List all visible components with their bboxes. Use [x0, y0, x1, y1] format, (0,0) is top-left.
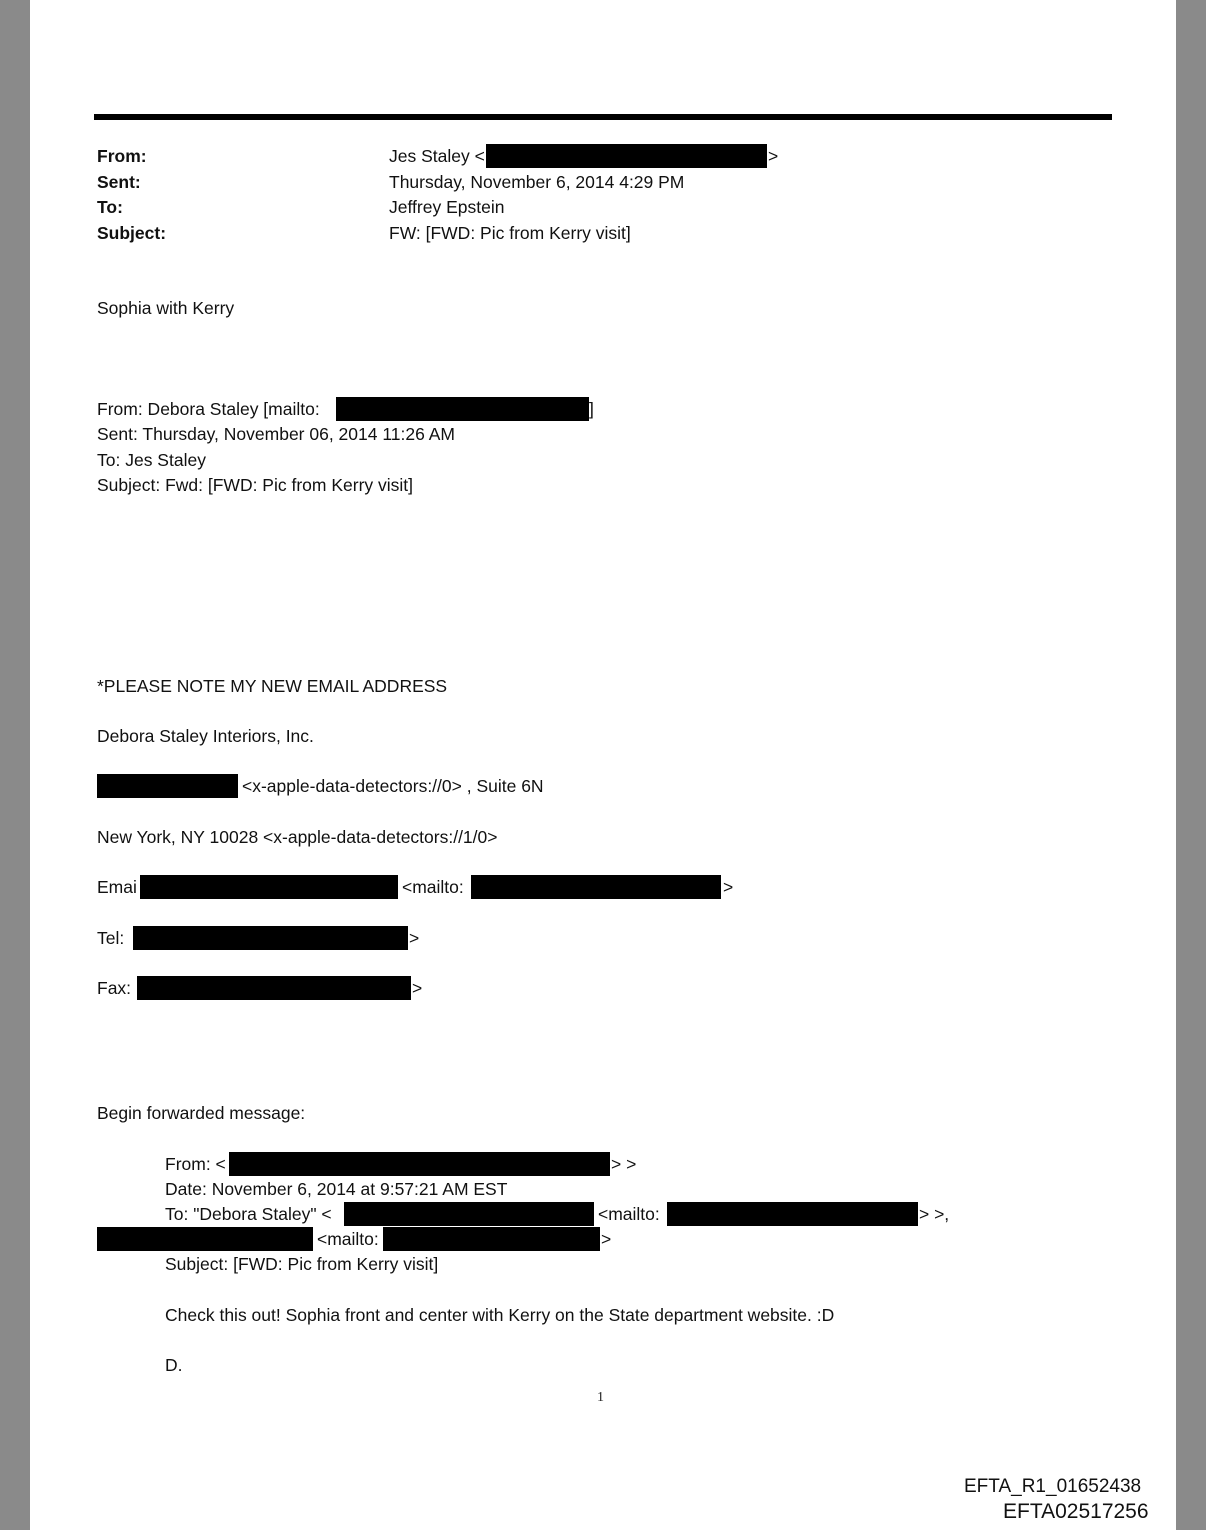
fwd1-subject: Subject: Fwd: [FWD: Pic from Kerry visit]	[97, 475, 414, 495]
sent-label: Sent:	[97, 172, 141, 192]
redaction-fwd1-mailto	[336, 397, 589, 421]
fwd2-to-suffix: > >,	[919, 1204, 950, 1224]
subject-value: FW: [FWD: Pic from Kerry visit]	[389, 223, 631, 243]
fwd2-from-suffix: > >	[611, 1154, 637, 1174]
signature-company: Debora Staley Interiors, Inc.	[97, 726, 314, 746]
fwd2-to-mailto: <mailto:	[598, 1204, 660, 1224]
redaction-street-address	[97, 774, 238, 798]
fwd2-subject: Subject: [FWD: Pic from Kerry visit]	[165, 1254, 439, 1274]
fwd1-to: To: Jes Staley	[97, 450, 206, 470]
signature-address2: New York, NY 10028 <x-apple-data-detectors://1/0>	[97, 827, 498, 847]
page-number: 1	[597, 1390, 604, 1405]
fax-label: Fax:	[97, 978, 132, 998]
redaction-from-email	[486, 144, 767, 168]
document-page	[30, 0, 1176, 1530]
tel-suffix: >	[409, 928, 420, 948]
email-label: Emai	[97, 877, 137, 897]
fwd2-date: Date: November 6, 2014 at 9:57:21 AM EST	[165, 1179, 508, 1199]
email-suffix: >	[723, 877, 734, 897]
body-line: Sophia with Kerry	[97, 298, 235, 318]
redaction-fwd2-to2-mailto	[383, 1227, 600, 1251]
redaction-fwd2-from	[229, 1152, 610, 1176]
from-label: From:	[97, 146, 147, 166]
subject-label: Subject:	[97, 223, 167, 243]
redaction-email	[140, 875, 398, 899]
fax-suffix: >	[412, 978, 423, 998]
redaction-fwd2-to2	[97, 1227, 313, 1251]
redaction-fax	[137, 976, 411, 1000]
fwd1-sent: Sent: Thursday, November 06, 2014 11:26 AM	[97, 424, 455, 444]
to-label: To:	[97, 197, 123, 217]
sent-value: Thursday, November 6, 2014 4:29 PM	[389, 172, 685, 192]
tel-label: Tel:	[97, 928, 125, 948]
fwd2-to2-suffix: >	[601, 1229, 612, 1249]
fwd2-signoff: D.	[165, 1355, 183, 1375]
from-value-prefix: Jes Staley <	[389, 146, 485, 166]
redaction-email-mailto	[471, 875, 721, 899]
fwd1-from-suffix: ]	[589, 399, 594, 419]
email-mailto: <mailto:	[402, 877, 464, 897]
redaction-fwd2-to	[344, 1202, 594, 1226]
fwd2-from-prefix: From: <	[165, 1154, 226, 1174]
redaction-fwd2-to-mailto	[667, 1202, 918, 1226]
bates-number-2: EFTA02517256	[1003, 1500, 1149, 1523]
header-rule	[94, 114, 1112, 120]
signature-address1: <x-apple-data-detectors://0> , Suite 6N	[242, 776, 544, 796]
fwd2-message: Check this out! Sophia front and center with Kerry on the State department website. :D	[165, 1305, 835, 1325]
from-value-suffix: >	[768, 146, 779, 166]
redaction-tel	[133, 926, 408, 950]
fwd1-from-prefix: From: Debora Staley [mailto:	[97, 399, 320, 419]
to-value: Jeffrey Epstein	[389, 197, 505, 217]
bates-number-1: EFTA_R1_01652438	[964, 1476, 1142, 1497]
fwd2-to-prefix: To: "Debora Staley" <	[165, 1204, 332, 1224]
signature-note: *PLEASE NOTE MY NEW EMAIL ADDRESS	[97, 676, 448, 696]
begin-forwarded: Begin forwarded message:	[97, 1103, 306, 1123]
fwd2-to2-mailto: <mailto:	[317, 1229, 379, 1249]
